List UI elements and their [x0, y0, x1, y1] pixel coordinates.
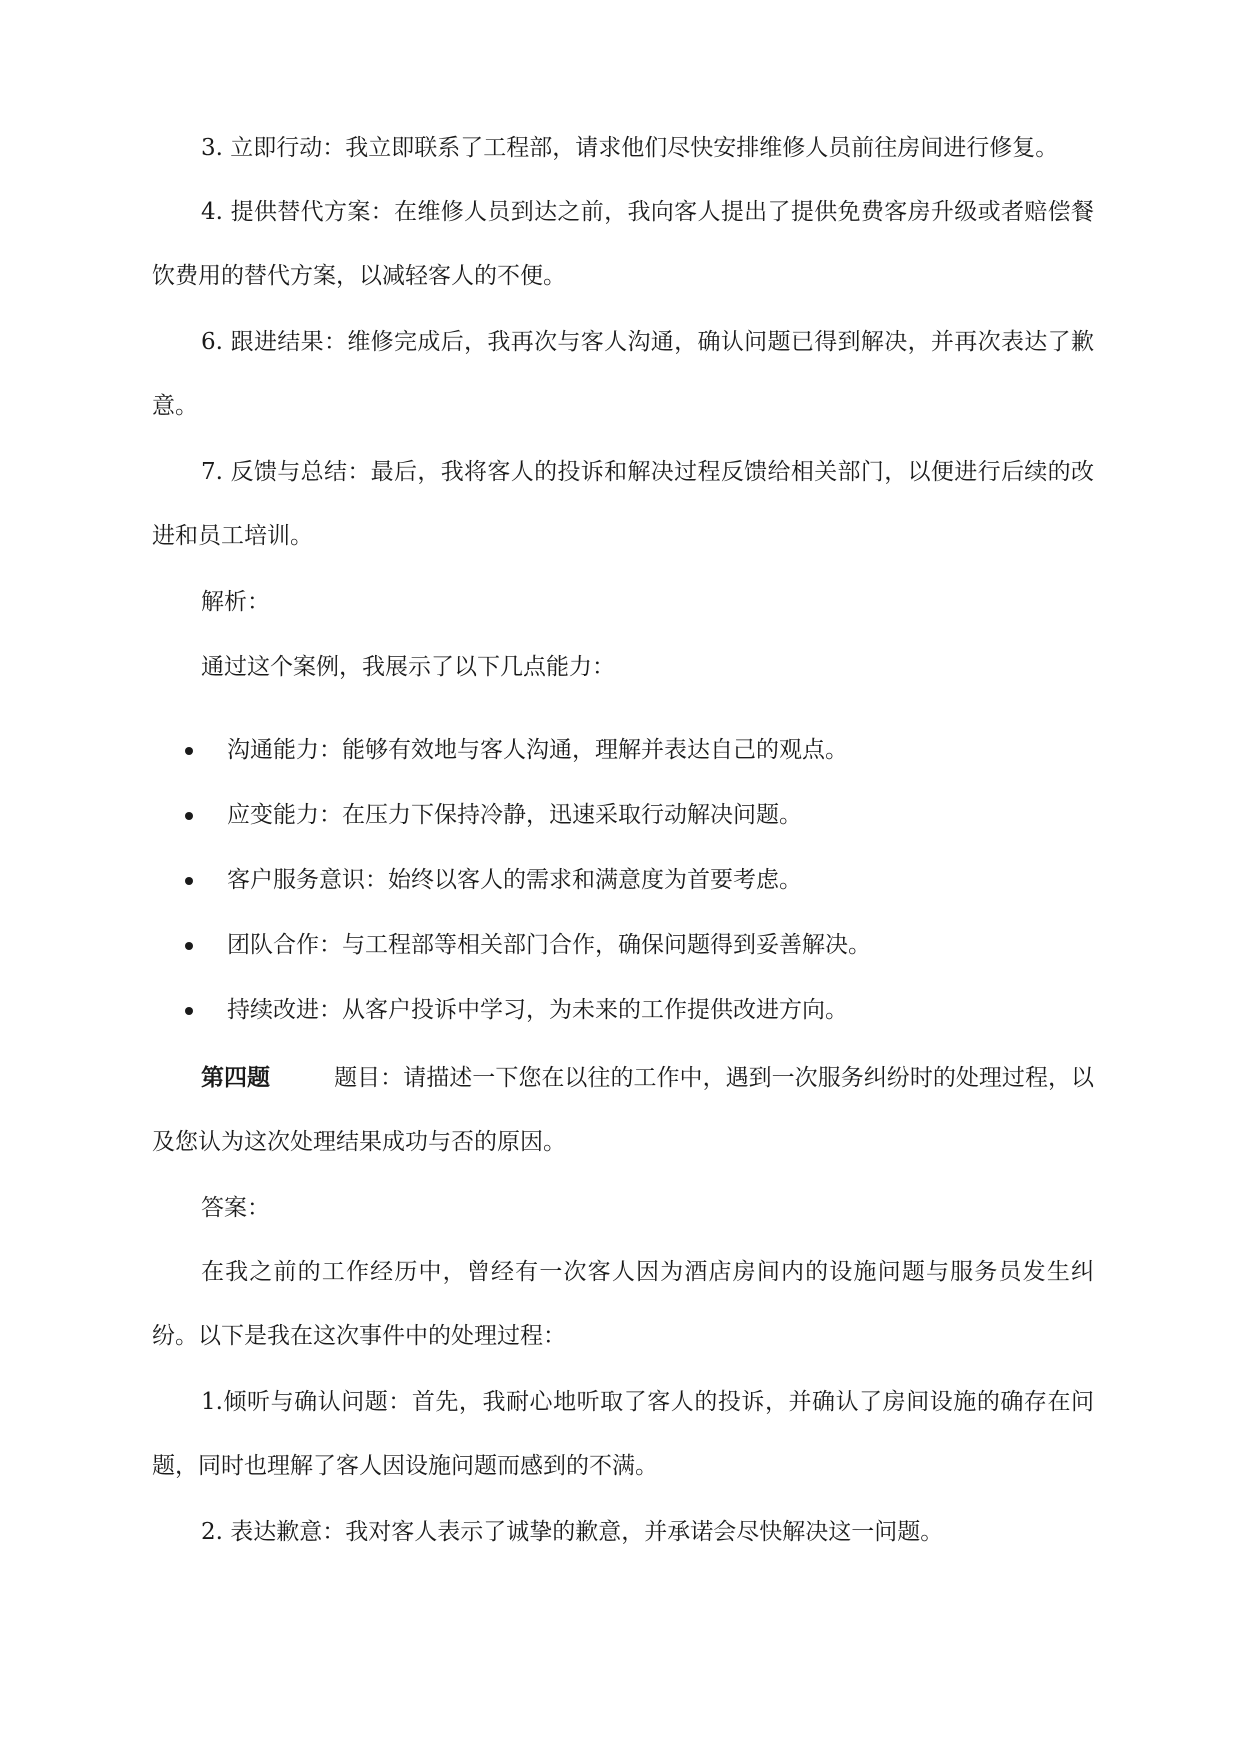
paragraph-step-1: 1.倾听与确认问题：首先，我耐心地听取了客人的投诉，并确认了房间设施的确存在问题，同时也理解了客人因设施问题而感到的不满。 — [152, 1389, 1094, 1479]
list-item-text: 持续改进：从客户投诉中学习，为未来的工作提供改进方向。 — [227, 997, 848, 1023]
bullet-icon — [185, 1007, 193, 1015]
list-item-text: 沟通能力：能够有效地与客人沟通，理解并表达自己的观点。 — [227, 737, 848, 763]
paragraph-step-6: 6. 跟进结果：维修完成后，我再次与客人沟通，确认问题已得到解决，并再次表达了歉意。 — [152, 329, 1094, 419]
list-item-text: 团队合作：与工程部等相关部门合作，确保问题得到妥善解决。 — [227, 932, 871, 958]
paragraph-step-7: 7. 反馈与总结：最后，我将客人的投诉和解决过程反馈给相关部门，以便进行后续的改进和员工培训。 — [152, 459, 1094, 549]
bullet-icon — [185, 747, 193, 755]
analysis-label: 解析： — [201, 589, 270, 615]
paragraph-step-3: 3. 立即行动：我立即联系了工程部，请求他们尽快安排维修人员前往房间进行修复。 — [201, 135, 1059, 161]
list-item-text: 应变能力：在压力下保持冷静，迅速采取行动解决问题。 — [227, 802, 802, 828]
answer-intro: 在我之前的工作经历中，曾经有一次客人因为酒店房间内的设施问题与服务员发生纠纷。以下是我在这次事件中的处理过程： — [152, 1259, 1094, 1349]
answer-label: 答案： — [201, 1195, 270, 1221]
analysis-intro: 通过这个案例，我展示了以下几点能力： — [201, 654, 615, 680]
bullet-icon — [185, 812, 193, 820]
question-heading: 第四题 — [201, 1064, 271, 1091]
bullet-icon — [185, 942, 193, 950]
bullet-icon — [185, 877, 193, 885]
paragraph-step-4: 4. 提供替代方案：在维修人员到达之前，我向客人提出了提供免费客房升级或者赔偿餐饮费用的替代方案，以减轻客人的不便。 — [152, 199, 1094, 289]
paragraph-step-2: 2. 表达歉意：我对客人表示了诚挚的歉意，并承诺会尽快解决这一问题。 — [201, 1519, 944, 1545]
question-4-paragraph — [152, 1046, 1094, 1174]
list-item-text: 客户服务意识：始终以客人的需求和满意度为首要考虑。 — [227, 867, 802, 893]
question-prompt: 题目：请描述一下您在以往的工作中，遇到一次服务纠纷时的处理过程，以及您认为这次处理结果成功与否的原因。 — [152, 1065, 1095, 1155]
